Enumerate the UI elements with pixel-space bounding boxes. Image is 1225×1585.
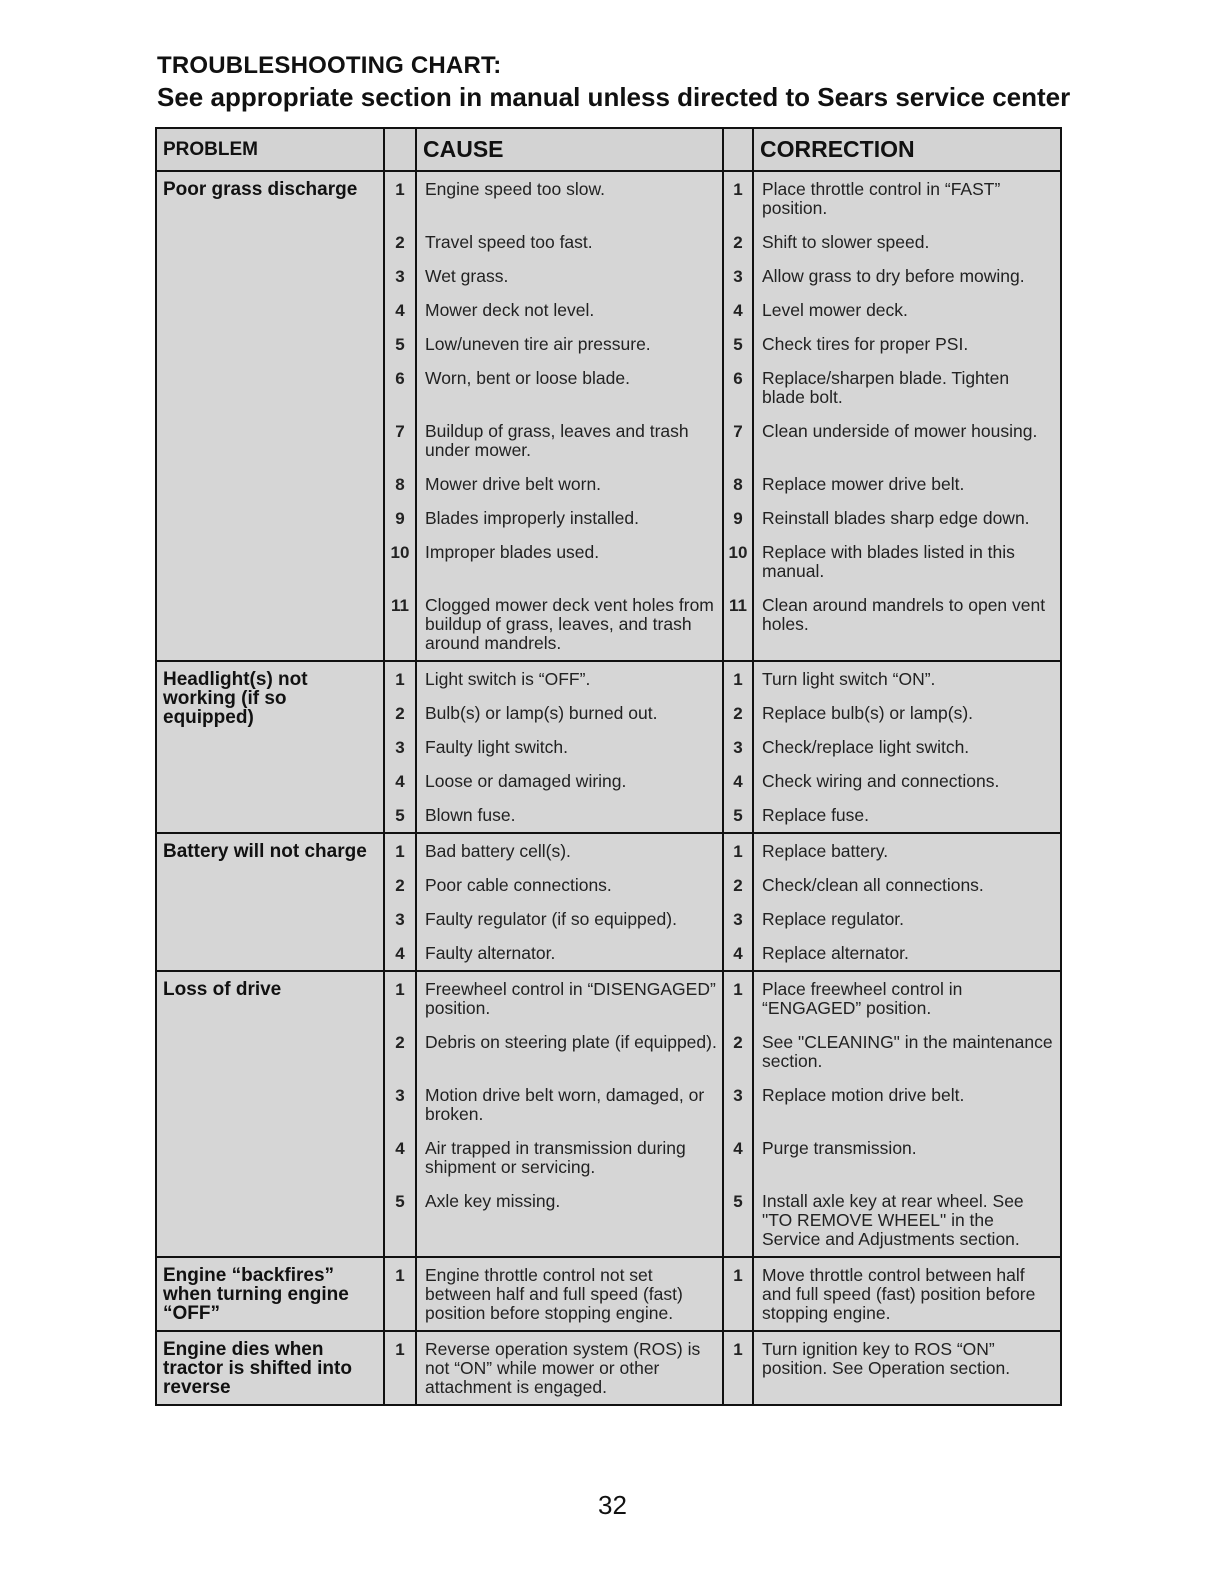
cause-number: 2 <box>384 696 416 730</box>
correction-text: Place freewheel control in “ENGAGED” position. <box>753 971 1061 1025</box>
correction-text: Check/replace light switch. <box>753 730 1061 764</box>
problem-cell: Battery will not charge <box>156 833 384 971</box>
correction-text: Level mower deck. <box>753 293 1061 327</box>
correction-text: Move throttle control between half and full speed (fast) position before stopping engine. <box>753 1257 1061 1331</box>
correction-number: 10 <box>723 535 753 588</box>
cause-number: 1 <box>384 1331 416 1405</box>
cause-header: CAUSE <box>416 128 723 171</box>
correction-text: Check/clean all connections. <box>753 868 1061 902</box>
cause-text: Poor cable connections. <box>416 868 723 902</box>
cause-number: 4 <box>384 1131 416 1184</box>
correction-number: 5 <box>723 798 753 833</box>
correction-number: 1 <box>723 971 753 1025</box>
cause-number: 1 <box>384 833 416 868</box>
correction-text: See "CLEANING" in the maintenance section. <box>753 1025 1061 1078</box>
correction-text: Replace fuse. <box>753 798 1061 833</box>
correction-number: 2 <box>723 225 753 259</box>
cause-number: 11 <box>384 588 416 661</box>
correction-text: Replace mower drive belt. <box>753 467 1061 501</box>
cause-text: Faulty light switch. <box>416 730 723 764</box>
cause-number: 7 <box>384 414 416 467</box>
cause-text: Low/uneven tire air pressure. <box>416 327 723 361</box>
cause-number: 1 <box>384 1257 416 1331</box>
correction-number: 3 <box>723 259 753 293</box>
correction-number: 1 <box>723 833 753 868</box>
cause-number: 1 <box>384 171 416 225</box>
cause-text: Travel speed too fast. <box>416 225 723 259</box>
cause-number: 2 <box>384 868 416 902</box>
correction-text: Replace alternator. <box>753 936 1061 971</box>
cause-number: 1 <box>384 661 416 696</box>
table-body <box>156 171 1061 1405</box>
correction-number: 4 <box>723 1131 753 1184</box>
correction-text: Shift to slower speed. <box>753 225 1061 259</box>
table-row <box>156 971 1061 1025</box>
cause-text: Faulty regulator (if so equipped). <box>416 902 723 936</box>
cause-text: Mower drive belt worn. <box>416 467 723 501</box>
table-row <box>156 1257 1061 1331</box>
cause-number: 5 <box>384 327 416 361</box>
cause-text: Air trapped in transmission during shipment or servicing. <box>416 1131 723 1184</box>
correction-number: 1 <box>723 171 753 225</box>
correction-number: 5 <box>723 1184 753 1257</box>
correction-text: Clean around mandrels to open vent holes. <box>753 588 1061 661</box>
cause-number: 4 <box>384 936 416 971</box>
cause-text: Bulb(s) or lamp(s) burned out. <box>416 696 723 730</box>
cause-number: 8 <box>384 467 416 501</box>
problem-header: PROBLEM <box>156 128 384 171</box>
problem-cell: Engine “backfires” when turning engine “OFF” <box>156 1257 384 1331</box>
problem-cell: Headlight(s) not working (if so equipped) <box>156 661 384 833</box>
correction-text: Turn ignition key to ROS “ON” position. See Operation section. <box>753 1331 1061 1405</box>
cause-text: Blown fuse. <box>416 798 723 833</box>
table-row <box>156 171 1061 225</box>
correction-number: 6 <box>723 361 753 414</box>
correction-text: Replace with blades listed in this manual. <box>753 535 1061 588</box>
cause-text: Debris on steering plate (if equipped). <box>416 1025 723 1078</box>
cause-number: 6 <box>384 361 416 414</box>
correction-number: 4 <box>723 293 753 327</box>
correction-number: 1 <box>723 661 753 696</box>
cause-text: Loose or damaged wiring. <box>416 764 723 798</box>
correction-number: 1 <box>723 1331 753 1405</box>
cause-text: Wet grass. <box>416 259 723 293</box>
cause-number: 4 <box>384 293 416 327</box>
page-subtitle: See appropriate section in manual unless directed to Sears service center <box>157 82 1071 112</box>
cause-text: Reverse operation system (ROS) is not “ON” while mower or other attachment is engaged. <box>416 1331 723 1405</box>
correction-number: 3 <box>723 902 753 936</box>
cause-number: 2 <box>384 1025 416 1078</box>
correction-text: Replace motion drive belt. <box>753 1078 1061 1131</box>
correction-number: 2 <box>723 868 753 902</box>
cause-number: 9 <box>384 501 416 535</box>
correction-number: 4 <box>723 764 753 798</box>
correction-text: Clean underside of mower housing. <box>753 414 1061 467</box>
cause-number-header <box>384 128 416 171</box>
cause-number: 5 <box>384 798 416 833</box>
correction-text: Reinstall blades sharp edge down. <box>753 501 1061 535</box>
cause-text: Buildup of grass, leaves and trash under mower. <box>416 414 723 467</box>
correction-number: 7 <box>723 414 753 467</box>
cause-text: Bad battery cell(s). <box>416 833 723 868</box>
cause-text: Faulty alternator. <box>416 936 723 971</box>
correction-number: 3 <box>723 1078 753 1131</box>
cause-text: Light switch is “OFF”. <box>416 661 723 696</box>
correction-text: Purge transmission. <box>753 1131 1061 1184</box>
correction-text: Replace regulator. <box>753 902 1061 936</box>
cause-number: 5 <box>384 1184 416 1257</box>
cause-number: 3 <box>384 730 416 764</box>
correction-number: 8 <box>723 467 753 501</box>
correction-number: 3 <box>723 730 753 764</box>
table-row <box>156 661 1061 696</box>
correction-number: 5 <box>723 327 753 361</box>
cause-text: Improper blades used. <box>416 535 723 588</box>
cause-text: Engine throttle control not set between half and full speed (fast) position before stopping engine. <box>416 1257 723 1331</box>
cause-number: 3 <box>384 259 416 293</box>
table-row <box>156 833 1061 868</box>
cause-text: Clogged mower deck vent holes from buildup of grass, leaves, and trash around mandrels. <box>416 588 723 661</box>
cause-number: 10 <box>384 535 416 588</box>
problem-cell: Poor grass discharge <box>156 171 384 661</box>
correction-text: Check tires for proper PSI. <box>753 327 1061 361</box>
cause-number: 4 <box>384 764 416 798</box>
troubleshooting-table <box>155 127 1062 1406</box>
correction-text: Install axle key at rear wheel. See "TO REMOVE WHEEL" in the Service and Adjustments section. <box>753 1184 1061 1257</box>
correction-number: 9 <box>723 501 753 535</box>
problem-cell: Loss of drive <box>156 971 384 1257</box>
correction-text: Place throttle control in “FAST” position. <box>753 171 1061 225</box>
cause-number: 3 <box>384 1078 416 1131</box>
correction-number: 1 <box>723 1257 753 1331</box>
page-number: 32 <box>598 1490 627 1520</box>
cause-text: Motion drive belt worn, damaged, or broken. <box>416 1078 723 1131</box>
cause-text: Worn, bent or loose blade. <box>416 361 723 414</box>
correction-text: Check wiring and connections. <box>753 764 1061 798</box>
page-title: TROUBLESHOOTING CHART: <box>157 52 502 79</box>
correction-text: Replace/sharpen blade. Tighten blade bolt. <box>753 361 1061 414</box>
correction-number: 11 <box>723 588 753 661</box>
correction-text: Replace bulb(s) or lamp(s). <box>753 696 1061 730</box>
cause-number: 2 <box>384 225 416 259</box>
cause-text: Mower deck not level. <box>416 293 723 327</box>
cause-text: Axle key missing. <box>416 1184 723 1257</box>
table-row <box>156 1331 1061 1405</box>
correction-text: Allow grass to dry before mowing. <box>753 259 1061 293</box>
table-header-row <box>156 128 1061 171</box>
correction-header: CORRECTION <box>753 128 1061 171</box>
correction-text: Turn light switch “ON”. <box>753 661 1061 696</box>
correction-number-header <box>723 128 753 171</box>
correction-text: Replace battery. <box>753 833 1061 868</box>
correction-number: 2 <box>723 1025 753 1078</box>
cause-text: Blades improperly installed. <box>416 501 723 535</box>
cause-text: Freewheel control in “DISENGAGED” position. <box>416 971 723 1025</box>
cause-text: Engine speed too slow. <box>416 171 723 225</box>
correction-number: 2 <box>723 696 753 730</box>
cause-number: 1 <box>384 971 416 1025</box>
problem-cell: Engine dies when tractor is shifted into reverse <box>156 1331 384 1405</box>
correction-number: 4 <box>723 936 753 971</box>
cause-number: 3 <box>384 902 416 936</box>
